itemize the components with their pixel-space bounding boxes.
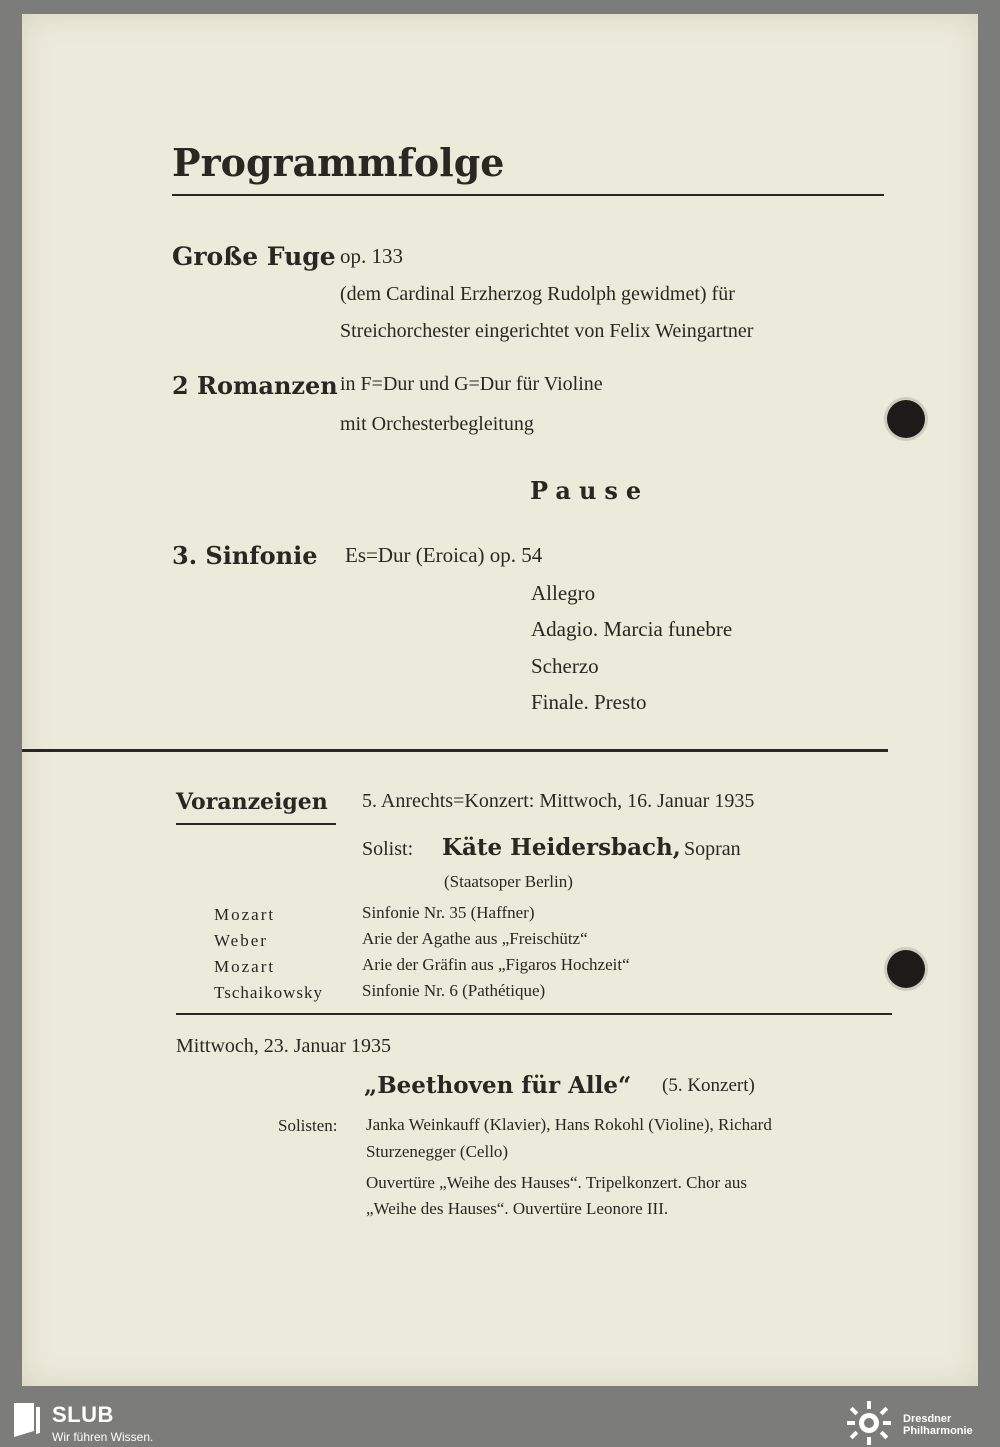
- soloist-house: (Staatsoper Berlin): [444, 872, 573, 891]
- soloist-label: Solist:: [362, 838, 414, 860]
- concert-date: Mittwoch, 23. Januar 1935: [176, 1035, 391, 1057]
- work-entry: Arie der Gräfin aus „Figaros Hochzeit“: [362, 955, 630, 974]
- movement: Adagio. Marcia funebre: [531, 617, 733, 641]
- work-title-romanzen: 2 Romanzen: [172, 371, 338, 400]
- punch-hole: [887, 950, 925, 988]
- movement: Scherzo: [531, 654, 599, 678]
- slub-wordmark: SLUB: [52, 1402, 114, 1427]
- philharmonie-wordmark: [903, 1413, 983, 1437]
- soloist-name: Käte Heidersbach,: [442, 834, 681, 861]
- work-entry: Sinfonie Nr. 35 (Haffner): [362, 903, 535, 922]
- soloists-label: Solisten:: [278, 1116, 338, 1135]
- work-title-grosse-fuge: Große Fuge: [172, 242, 336, 271]
- soloist-voice: Sopran: [684, 838, 741, 860]
- work-detail-line: mit Orchesterbegleitung: [340, 413, 534, 435]
- philharmonie-logo-icon: [842, 1399, 896, 1447]
- work-entry: Arie der Agathe aus „Freischütz“: [362, 929, 588, 948]
- work-opus: op. 133: [340, 244, 403, 268]
- movement: Finale. Presto: [531, 690, 647, 714]
- divider-rule: [176, 1013, 892, 1015]
- philharmonie-line-1: Dresdner: [903, 1413, 952, 1425]
- philharmonie-line-2: Philharmonie: [903, 1425, 973, 1437]
- slub-logo-icon: [12, 1401, 42, 1439]
- title-rule: [172, 194, 884, 196]
- program-title: Programmfolge: [172, 140, 505, 185]
- punch-hole: [887, 400, 925, 438]
- concert-title: 5. Anrechts=Konzert: Mittwoch, 16. Januar 1935: [362, 790, 755, 812]
- work-detail-line: in F=Dur und G=Dur für Violine: [340, 373, 603, 395]
- soloists-line: Janka Weinkauff (Klavier), Hans Rokohl (Violine), Richard: [366, 1115, 772, 1134]
- section-rule: [22, 749, 888, 752]
- work-entry: Sinfonie Nr. 6 (Pathétique): [362, 981, 546, 1000]
- work-title-sinfonie: 3. Sinfonie: [172, 541, 318, 570]
- program-line: „Weihe des Hauses“. Ouvertüre Leonore III.: [366, 1199, 669, 1218]
- work-detail-line: Es=Dur (Eroica) op. 54: [345, 543, 543, 567]
- announcements-heading: Voranzeigen: [176, 789, 328, 815]
- composer: Weber: [214, 931, 268, 950]
- movement: Allegro: [531, 581, 596, 605]
- concert-series-title: „Beethoven für Alle“: [364, 1072, 632, 1099]
- concert-series-subtitle: (5. Konzert): [662, 1075, 755, 1096]
- soloists-line: Sturzenegger (Cello): [366, 1142, 509, 1161]
- work-detail-line: (dem Cardinal Erzherzog Rudolph gewidmet) für: [340, 283, 735, 305]
- composer: Mozart: [214, 957, 276, 976]
- composer: Mozart: [214, 905, 276, 924]
- program-line: Ouvertüre „Weihe des Hauses“. Tripelkonzert. Chor aus: [366, 1173, 748, 1192]
- pause-label: Pause: [530, 476, 650, 505]
- work-detail-line: Streichorchester eingerichtet von Felix Weingartner: [340, 320, 754, 342]
- composer: Tschaikowsky: [214, 983, 324, 1002]
- slub-tagline: Wir führen Wissen.: [52, 1430, 154, 1444]
- heading-underline: [176, 823, 336, 825]
